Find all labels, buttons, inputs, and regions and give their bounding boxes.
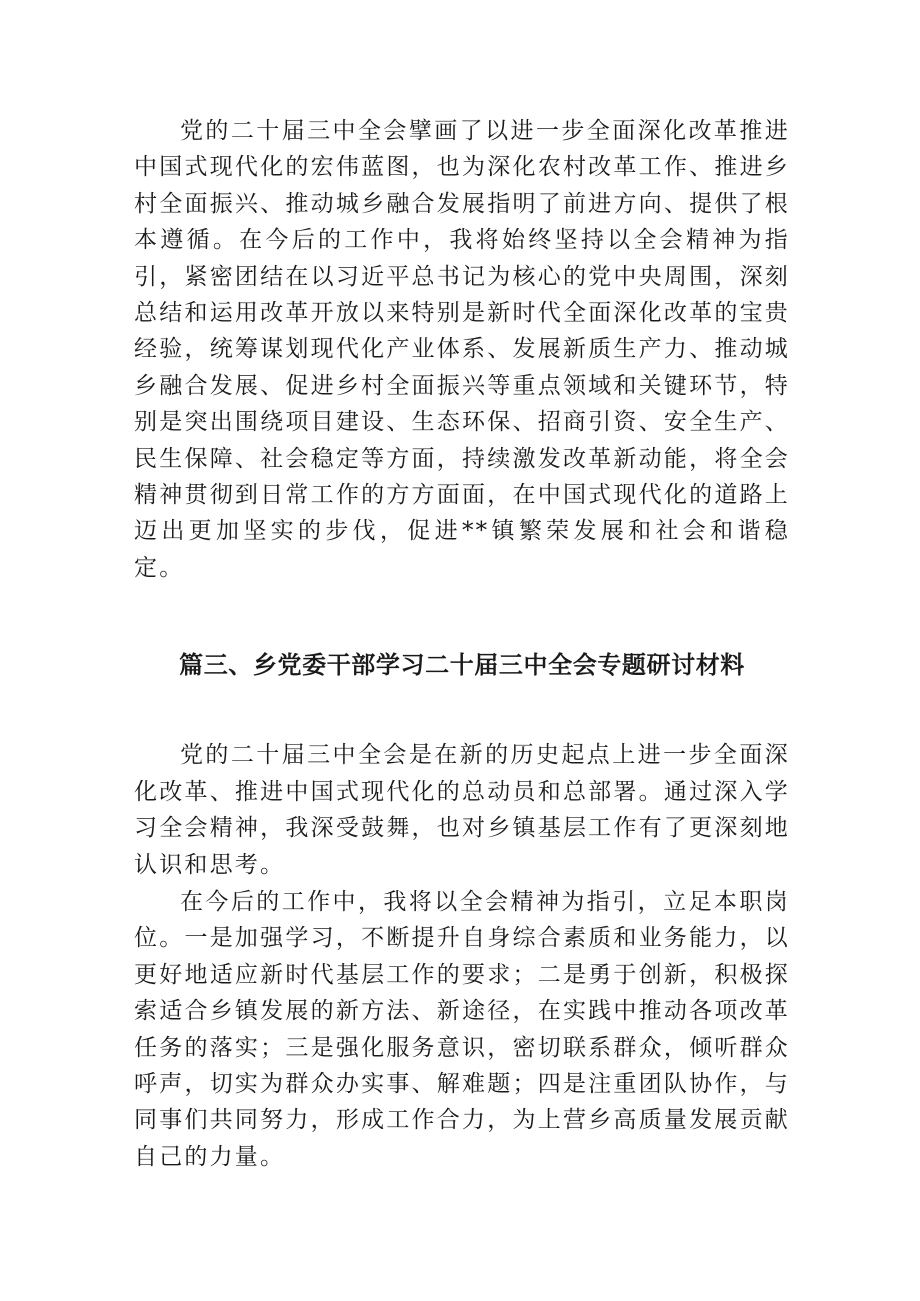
body-paragraph: 党的二十届三中全会是在新的历史起点上进一步全面深化改革、推进中国式现代化的总动员和总部署。通过深入学习全会精神，我深受鼓舞，也对乡镇基层工作有了更深刻地认识和思考。 — [134, 742, 790, 878]
body-paragraph: 党的二十届三中全会擘画了以进一步全面深化改革推进中国式现代化的宏伟蓝图，也为深化农村改革工作、推进乡村全面振兴、推动城乡融合发展指明了前进方向、提供了根本遵循。在今后的工作中，我将始终坚持以全会精神为指引，紧密团结在以习近平总书记为核心的党中央周围，深刻总结和运用改革开放以来特别是新时代全面深化改革的宝贵经验，统筹谋划现代化产业体系、发展新质生产力、推动城乡融合发展、促进乡村全面振兴等重点领域和关键环节，特别是突出围绕项目建设、生态环保、招商引资、安全生产、民生保障、社会稳定等方面，持续激发改革新动能，将全会精神贯彻到日常工作的方方面面，在中国式现代化的道路上迈出更加坚实的步伐，促进**镇繁荣发展和社会和谐稳定。 — [134, 118, 790, 581]
document-body — [134, 113, 790, 1175]
section-heading: 篇三、乡党委干部学习二十届三中全会专题研讨材料 — [179, 651, 745, 680]
body-paragraph: 在今后的工作中，我将以全会精神为指引，立足本职岗位。一是加强学习，不断提升自身综合素质和业务能力，以更好地适应新时代基层工作的要求；二是勇于创新，积极探索适合乡镇发展的新方法、新途径，在实践中推动各项改革任务的落实；三是强化服务意识，密切联系群众，倾听群众呼声，切实为群众办实事、解难题；四是注重团队协作，与同事们共同努力，形成工作合力，为上营乡高质量发展贡献自己的力量。 — [134, 888, 790, 1170]
